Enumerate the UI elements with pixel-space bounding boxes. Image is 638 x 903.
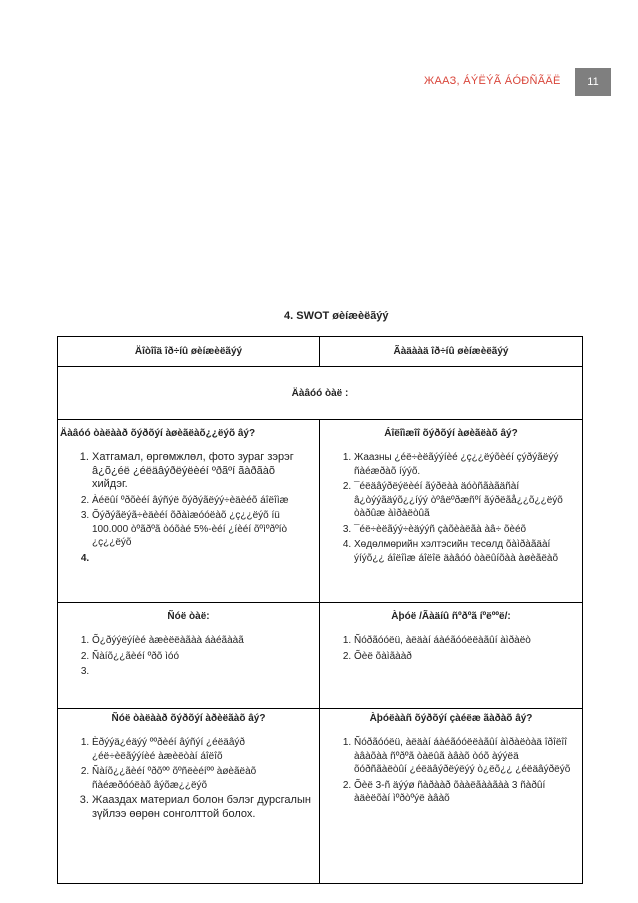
list-item: 1. Хатгамал, өргөмжлөл, фото зураг зэрэг â¿õ¿éë ¿éëäâýðëýëèéí ºðãºí ãàðãàõ хийдэг.: [92, 451, 311, 492]
strengths-list: [58, 451, 319, 573]
list-item: [92, 552, 311, 566]
threats-cell: [320, 603, 583, 709]
threat-actions-title: Àþóëààñ õýðõýí çàéëæ ãàðàõ âý?: [369, 713, 533, 724]
list-item: 4. Хөдөлмөрийн хэлтэсийн тесөлд õàìðàãäàí ýíýõ¿¿ áîëîìæ áîëîë äàâóó òàëûíõàà àøèãëàõ: [354, 538, 574, 565]
weaknesses-list: [58, 634, 319, 687]
list-item: 1. Õ¿ðýýëýíèé àæèëëàãàà áàéãààã: [92, 634, 311, 648]
threat-actions-list: [320, 736, 582, 814]
weaknesses-title: Ñóë òàë:: [167, 611, 210, 622]
threats-title: Àþóë /Ãàäíû ñºðºã íºëººë/:: [391, 611, 511, 622]
running-header-title: ЖААЗ, ÁÝËÝÃ ÁÓÐÑÃÄË: [424, 75, 561, 87]
list-item: 2. Ñàíõ¿¿ãèéí ºðõºº õºñëèéíºº àøèãëàõ ñàéæðóóëàõ âýõæ¿¿ëýõ: [92, 765, 311, 792]
list-item: 2. ¯éëäâýðëýëèéí ãýðëàà äóòñãàãäñàí â¿òýýãäýõ¿¿íýý òºâëºðæñºí ãýðëãå¿¿õ¿¿ëýõ òàðûæ àìðàëòûã: [354, 480, 574, 521]
list-item: 2. Õèë õàìãààð: [354, 650, 574, 664]
section-title: 4. SWOT øèíæèëãýý: [284, 310, 389, 322]
table-row: [58, 709, 583, 884]
threats-list: [320, 634, 582, 671]
weakness-actions-cell: [58, 709, 320, 884]
weaknesses-cell: [58, 603, 320, 709]
internal-analysis-header: Äîòîîä îð÷íû øèíæèëãýý: [58, 337, 320, 367]
list-item: 1. Ñóðãóóëü, àëäàí áàéãóóëëàãûí àìðàëòàä îðîëîî àâàõàà ñºðºã òàëûã àâàõ òóõ àýýëä õóðñãàëòûí ¿éëäâýðëýëýý ò¿ëõ¿¿ ¿éëäâýðëýõ: [354, 736, 574, 777]
opportunities-cell: [320, 420, 583, 603]
opportunities-title: Áîëîìæîî õýðõýí àøèãëàõ âý?: [384, 428, 518, 439]
opportunities-list: [320, 451, 582, 573]
list-item: 3. Жааздах материал болон бэлэг дурсгалын зүйлээ өөрөн сонголттой болох.: [92, 794, 311, 821]
table-row: [58, 420, 583, 603]
list-item: 2. Ñàíõ¿¿ãèéí ºðõ ìóó: [92, 650, 311, 664]
page-number: 11: [575, 68, 611, 96]
strengths-cell: [58, 420, 320, 603]
list-item: 2. Àéëûí ºðõèéí âýñýë õýðýãëýý÷èäèéõ áîëîìæ: [92, 494, 311, 508]
table-row: [58, 603, 583, 709]
external-analysis-header: Ãàäààä îð÷íû øèíæèëãýý: [320, 337, 583, 367]
swot-table: [57, 336, 583, 884]
weakness-actions-title: Ñóë òàëààð õýðõýí àðèëãàõ âý?: [111, 713, 266, 724]
list-item: 1. Èðýýä¿éäýý ººðèéí âýñýí ¿éëäâýð ¿éë÷èëãýýíèé àæèëòàí áîëîõ: [92, 736, 311, 763]
threat-actions-cell: [320, 709, 583, 884]
strength-label-row: [58, 367, 583, 420]
list-item: 1. Ñóðãóóëü, àëäàí áàéãóóëëàãûí àìðàëò: [354, 634, 574, 648]
strengths-title: Äàâóó òàëààð õýðõýí àøèãëàõ¿¿ëýõ âý?: [60, 428, 256, 439]
table-header-row: [58, 337, 583, 367]
strength-label: Äàâóó òàë :: [58, 367, 583, 420]
list-item: 3. ¯éë÷èëãýý÷èäýýñ çàõèàëãà àâ÷ õèéõ: [354, 523, 574, 537]
list-item: 3. Õýðýãëýã÷èäèéí õðàìæóóëàõ ¿ç¿¿ëýõ íü 100.000 òºãðºã òóõàé 5%-èéí ¿íèéí õºìºðºíò ¿ç¿¿ëýõ: [92, 509, 311, 550]
list-item: 1. Жаазны ¿éë÷èëãýýíèé ¿ç¿¿ëýõèéí çýðýãëýý ñàéæðàõ íýýõ.: [354, 451, 574, 478]
list-item: [92, 665, 311, 679]
weakness-actions-list: [58, 736, 319, 829]
list-item: 2. Õèë 3-ñ äýýø ñàðààð õààëãààãàà 3 ñàðûí àäèëõàí ìºðòºýë àâàõ: [354, 779, 574, 806]
